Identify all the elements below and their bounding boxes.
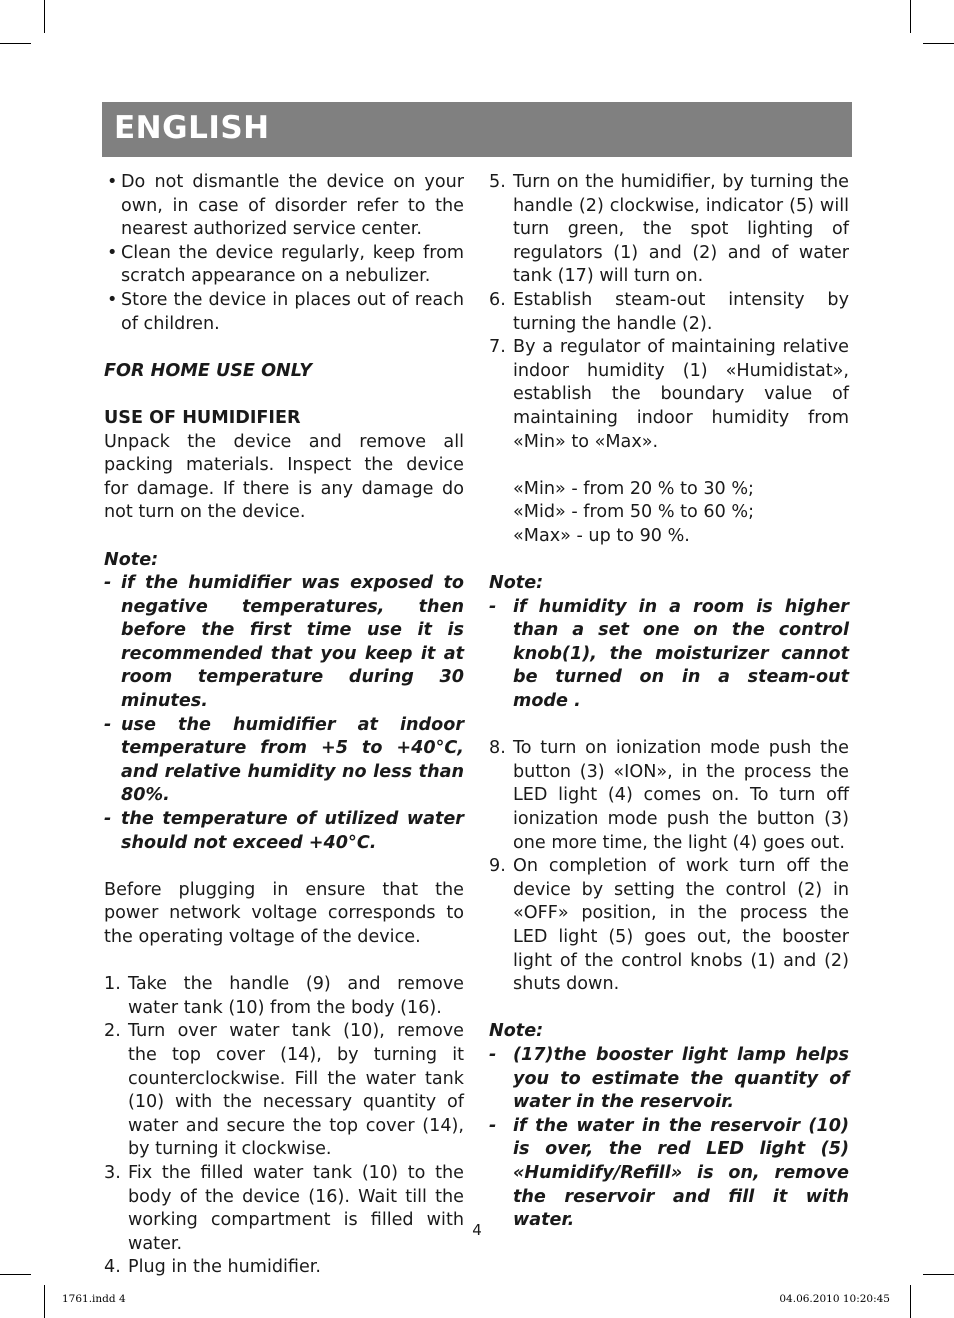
crop-mark	[910, 0, 911, 33]
crop-mark	[0, 43, 31, 44]
note-label: Note:	[104, 549, 159, 570]
unpack-paragraph: Unpack the device and remove all packing materials. Inspect the device for damage. If there is any damage do not turn on the device.	[104, 431, 464, 523]
note-item: - the temperature of utilized water should not exceed +40°C.	[104, 809, 464, 853]
list-item: • Clean the device regularly, keep from scratch appearance on a nebulizer.	[107, 242, 464, 287]
crop-mark	[923, 1274, 954, 1275]
note-label: Note:	[489, 1021, 544, 1042]
step-item: 4. Plug in the humidifier.	[104, 1257, 322, 1278]
plugging-paragraph: Before plugging in ensure that the power network voltage corresponds to the operating voltage of the device.	[104, 879, 464, 947]
slug-file: 1761.indd 4	[62, 1293, 126, 1305]
humidity-range: «Mid» - from 50 % to 60 %;	[513, 502, 755, 523]
note-item: - if the humidifier was exposed to negative temperatures, then before the first time use it is recommended that you keep it at room temperature during 30 minutes.	[104, 573, 464, 712]
page-number: 4	[472, 1221, 482, 1239]
step-item: 8. To turn on ionization mode push the button (3) «ION», in the process the LED light (4) comes on. To turn off ionization mode push the button (3) one more time, the light (4) goes out.	[489, 738, 849, 853]
page-title: ENGLISH	[114, 110, 270, 146]
crop-mark	[44, 1285, 45, 1318]
step-item: 6. Establish steam-out intensity by turning the handle (2).	[489, 289, 849, 334]
home-use-heading: FOR HOME USE ONLY	[104, 360, 312, 381]
crop-mark	[0, 1274, 31, 1275]
language-header	[102, 102, 852, 157]
humidity-range: «Min» - from 20 % to 30 %;	[513, 478, 754, 499]
crop-mark	[923, 43, 954, 44]
section-heading: USE OF HUMIDIFIER	[104, 407, 301, 428]
list-item: • Store the device in places out of reach of children.	[107, 289, 464, 334]
step-item: 7. By a regulator of maintaining relative indoor humidity (1) «Humidistat», establish the boundary value of maintaining indoor humidity from «Min» to «Max».	[489, 337, 849, 452]
step-item: 5. Turn on the humidifier, by turning the handle (2) clockwise, indicator (5) will turn green, the spot lighting of regulators (1) and (2) and of water tank (17) will turn on.	[489, 172, 849, 287]
note-item: - if humidity in a room is higher than a set one on the control knob(1), the moisturizer cannot be turned on in a steam-out mode .	[489, 596, 849, 712]
note-item: - if the water in the reservoir (10) is over, the red LED light (5) «Humidify/Refill» is on, remove the reservoir and fill it with water.	[489, 1115, 849, 1231]
slug-date: 04.06.2010 10:20:45	[779, 1293, 890, 1305]
left-column	[104, 171, 464, 1280]
step-item: 9. On completion of work turn off the device by setting the control (2) in «OFF» position, in the process the LED light (5) goes out, the booster light of the control knobs (1) and (2) shuts down.	[489, 856, 849, 995]
note-item: - use the humidifier at indoor temperature from +5 to +40°C, and relative humidity no less than 80%.	[104, 714, 464, 806]
step-item: 3. Fix the filled water tank (10) to the body of the device (16). Wait till the working compartment is filled with water.	[104, 1162, 464, 1254]
note-label: Note:	[489, 573, 544, 594]
humidity-range: «Max» - up to 90 %.	[513, 525, 690, 546]
crop-mark	[44, 0, 45, 33]
crop-mark	[910, 1285, 911, 1318]
list-item: • Do not dismantle the device on your own, in case of disorder refer to the nearest authorized service center.	[107, 172, 464, 240]
right-column	[489, 171, 849, 1233]
step-item: 2. Turn over water tank (10), remove the top cover (14), by turning it counterclockwise. Fill the water tank (10) with the necessary quantity of water and secure the top cover (14), by turning it clockwise.	[104, 1021, 464, 1160]
step-item: 1. Take the handle (9) and remove water tank (10) from the body (16).	[104, 974, 464, 1018]
note-item: - (17)the booster light lamp helps you to estimate the quantity of water in the reservoir.	[489, 1044, 849, 1113]
